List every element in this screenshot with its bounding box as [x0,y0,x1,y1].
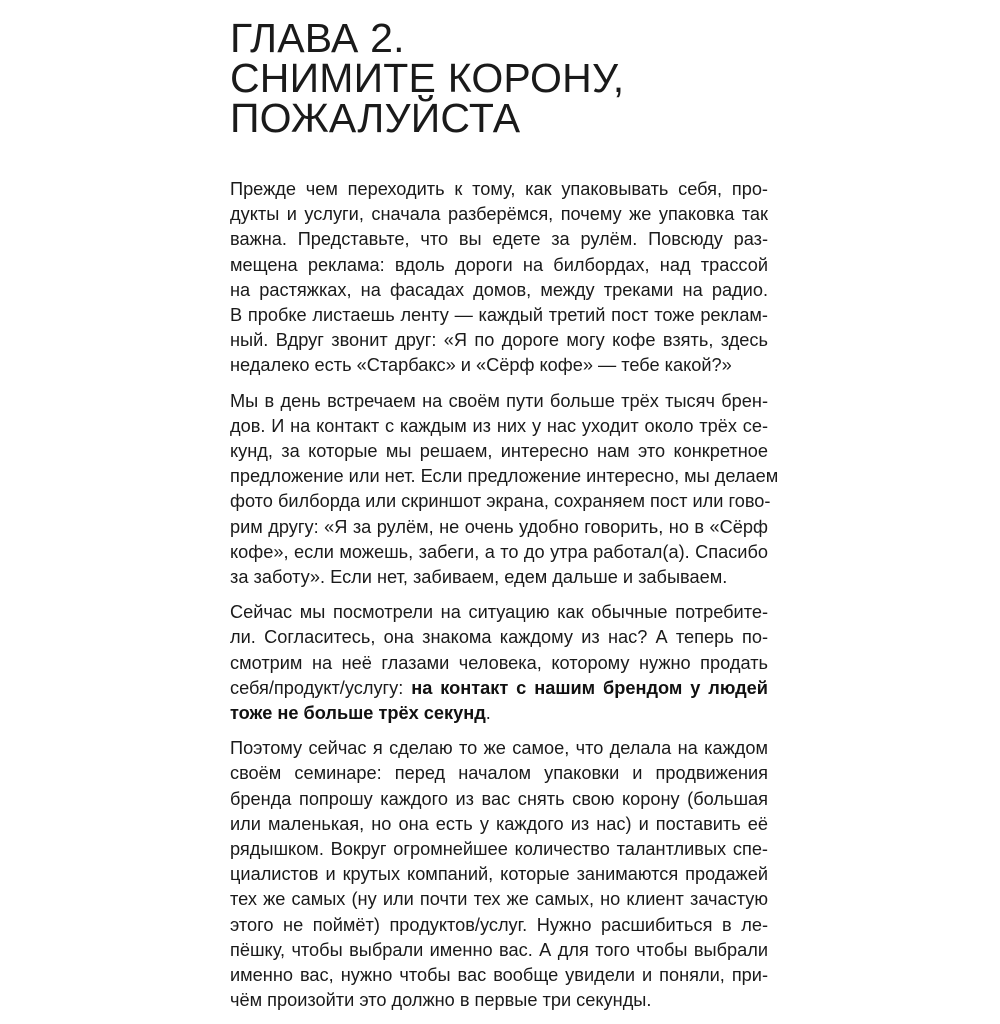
chapter-title-line-2: ПОЖАЛУЙСТА [230,95,521,141]
text-line: рядышком. Вокруг огромнейшее количество талантливых спе- [230,839,768,860]
text-line: В пробке листаешь ленту — каждый третий пост тоже реклам- [230,305,768,326]
paragraph-3 [230,600,768,726]
text-line: Поэтому сейчас я сделаю то же самое, что делала на каждом [230,738,768,759]
paragraph-1 [230,177,768,379]
text-line: бренда попрошу каждого из вас снять свою корону (большая [230,788,768,809]
text-line: ли. Согласитесь, она знакома каждому из нас? А теперь по- [230,627,768,648]
emphasis-text: тоже не больше трёх секунд [230,703,486,724]
text-line [230,701,768,726]
paragraph-4 [230,736,768,1013]
text-line: кофе», если можешь, забеги, а то до утра работал(а). Спасибо [230,541,768,562]
emphasis-text: на контакт с нашим брендом у людей [411,677,768,698]
text-line: фото билборда или скриншот экрана, сохраняем пост или гово- [230,491,771,512]
text-line: предложение или нет. Если предложение интересно, мы делаем [230,466,779,487]
text-line: циалистов и крутых компаний, которые занимаются продажей [230,864,768,885]
text-line: кунд, за которые мы решаем, интересно нам это конкретное [230,441,768,462]
text-line: мещена реклама: вдоль дороги на билбордах, над трассой [230,254,768,275]
text-line: тех же самых (ну или почти тех же самых, но клиент зачастую [230,889,768,910]
text-line: дов. И на контакт с каждым из них у нас уходит около трёх се- [230,415,768,436]
text-line: своём семинаре: перед началом упаковки и продвижения [230,763,768,784]
text-line [230,676,768,701]
text-line: Прежде чем переходить к тому, как упаковывать себя, про- [230,179,768,199]
chapter-title-line-1: СНИМИТЕ КОРОНУ, [230,55,625,101]
text-line: или маленькая, но она есть у каждого из нас) и поставить её [230,813,768,834]
text-line: рим другу: «Я за рулём, не очень удобно говорить, но в «Сёрф [230,516,768,537]
paragraph-2 [230,389,779,591]
text-plain: . [485,703,491,724]
text-line: именно вас, нужно чтобы вас вообще увидели и поняли, при- [230,965,768,986]
text-line: за заботу». Если нет, забиваем, едем дальше и забываем. [230,567,728,588]
text-line: важна. Представьте, что вы едете за рулём. Повсюду раз- [230,229,768,250]
text-line: Мы в день встречаем на своём пути больше трёх тысяч брен- [230,390,768,411]
chapter-title [230,15,790,141]
text-line: пёшку, чтобы выбрали именно вас. А для того чтобы выбрали [230,939,768,960]
text-line: дукты и услуги, сначала разберёмся, почему же упаковка так [230,204,768,225]
text-line: Сейчас мы посмотрели на ситуацию как обычные потребите- [230,602,768,623]
chapter-number: ГЛАВА 2. [230,15,405,61]
body-text [230,177,779,1024]
text-line: чём произойти это должно в первые три секунды. [230,990,652,1011]
text-line: этого не поймёт) продуктов/услуг. Нужно расшибиться в ле- [230,914,768,935]
text-plain: себя/продукт/услугу: [230,677,412,698]
text-line: смотрим на неё глазами человека, которому нужно продать [230,652,768,673]
text-line: на растяжках, на фасадах домов, между треками на радио. [230,279,768,300]
text-line: недалеко есть «Старбакс» и «Сёрф кофе» — тебе какой?» [230,355,732,376]
text-line: ный. Вдруг звонит друг: «Я по дороге могу кофе взять, здесь [230,330,768,351]
